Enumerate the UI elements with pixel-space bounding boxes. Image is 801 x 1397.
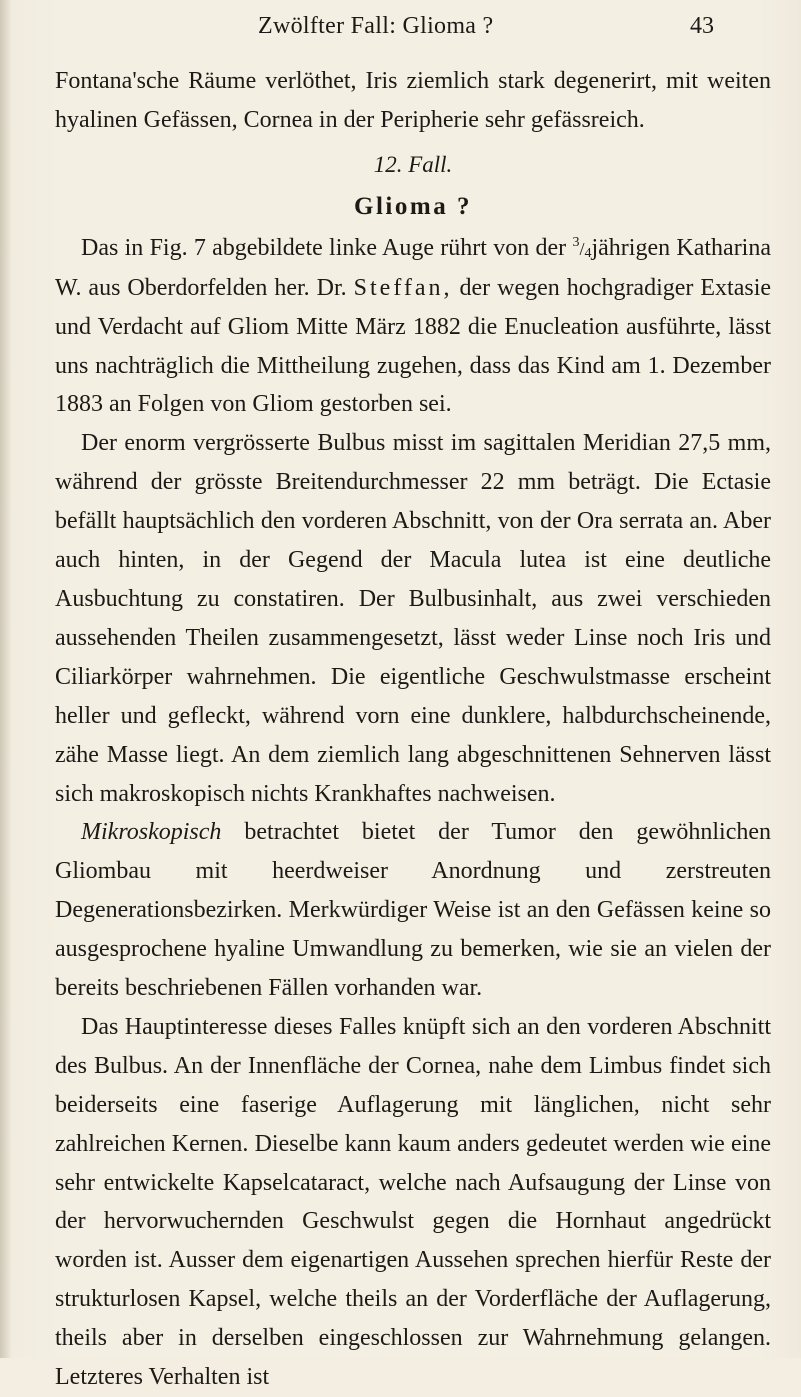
paragraph-microscopic	[55, 813, 771, 1008]
diagnosis-heading: Glioma ?	[354, 192, 472, 220]
paragraph-main-interest: Das Hauptinteresse dieses Falles knüpft sich an den vorderen Abschnitt des Bulbus. An der Innenfläche der Cornea, nahe dem Limbus findet sich beiderseits eine faserige Auflagerung mit länglichen, nicht sehr zahlreichen Kernen. Dieselbe kann kaum anders gedeutet werden wie eine sehr entwickelte Kapselcataract, welche nach Aufsaugung der Linse von der hervorwuchernden Geschwulst gegen die Hornhaut angedrückt worden ist. Ausser dem eigenartigen Aussehen sprechen hierfür Reste der strukturlosen Kapsel, welche theils an der Vorderfläche der Auflagerung, theils aber in derselben eingeschlossen zur Wahrnehmung gelangen. Letzteres Verhalten ist	[55, 1013, 771, 1391]
fraction-denominator: 4	[584, 245, 592, 261]
running-header	[0, 4, 801, 48]
paragraph-macroscopic: Der enorm vergrösserte Bulbus misst im sagittalen Meridian 27,5 mm, während der grösste Breitendurchmesser 22 mm beträgt. Die Ectasie befällt hauptsächlich den vorderen Abschnitt, von der Ora serrata an. Aber auch hinten, in der Gegend der Macula lutea ist eine deutliche Ausbuchtung zu constatiren. Der Bulbusinhalt, aus zwei verschieden aussehenden Theilen zusammengesetzt, lässt weder Linse noch Iris und Ciliarkörper wahrnehmen. Die eigentliche Geschwulstmasse erscheint heller und gefleckt, während vorn eine dunklere, halbdurchscheinende, zähe Masse liegt. An dem ziemlich lang abgeschnittenen Sehnerven lässt sich makroskopisch nichts Krankhaftes nachweisen.	[55, 430, 771, 807]
paragraph-text: der wegen hochgradiger Extasie und Verdacht auf Gliom Mitte März 1882 die Enucleation ausführte, lässt uns nachträglich die Mittheilung zugehen, dass das Kind am 1. Dezember 1883 an Folgen von Gliom gestorben sei.	[55, 274, 772, 418]
paragraph-text: jährigen Katharina W. aus Oberdorfelden her. Dr.	[55, 234, 772, 301]
paragraph-case-history	[55, 229, 771, 425]
paragraph-text: betrachtet bietet der Tumor den gewöhnlichen Gliombau mit heerdweiser Anordnung und zerstreuten Degenerationsbezirken. Merkwürdiger Weise ist an den Gefässen keine so ausgesprochene hyaline Umwandlung zu bemerken, wie sie an vielen der bereits beschriebenen Fällen vorhanden war.	[55, 819, 771, 1002]
paragraph-continuation: Fontana'sche Räume verlöthet, Iris ziemlich stark degenerirt, mit weiten hyalinen Gefässen, Cornea in der Peripherie sehr gefässreich.	[55, 68, 771, 133]
fraction-numerator: 3	[572, 234, 580, 250]
age-fraction: $^3/_4$	[572, 234, 592, 261]
page-number: 43	[690, 13, 714, 39]
case-heading: 12. Fall.	[373, 151, 453, 177]
paragraph-text: Das in Fig. 7 abgebildete linke Auge rührt von der	[81, 234, 567, 261]
italic-lead-word: Mikroskopisch	[81, 819, 222, 846]
person-name: Steffan,	[353, 274, 453, 301]
running-title: Zwölfter Fall: Glioma ?	[258, 13, 494, 39]
body-text	[55, 62, 771, 1397]
page-gutter-shadow	[0, 0, 10, 1358]
